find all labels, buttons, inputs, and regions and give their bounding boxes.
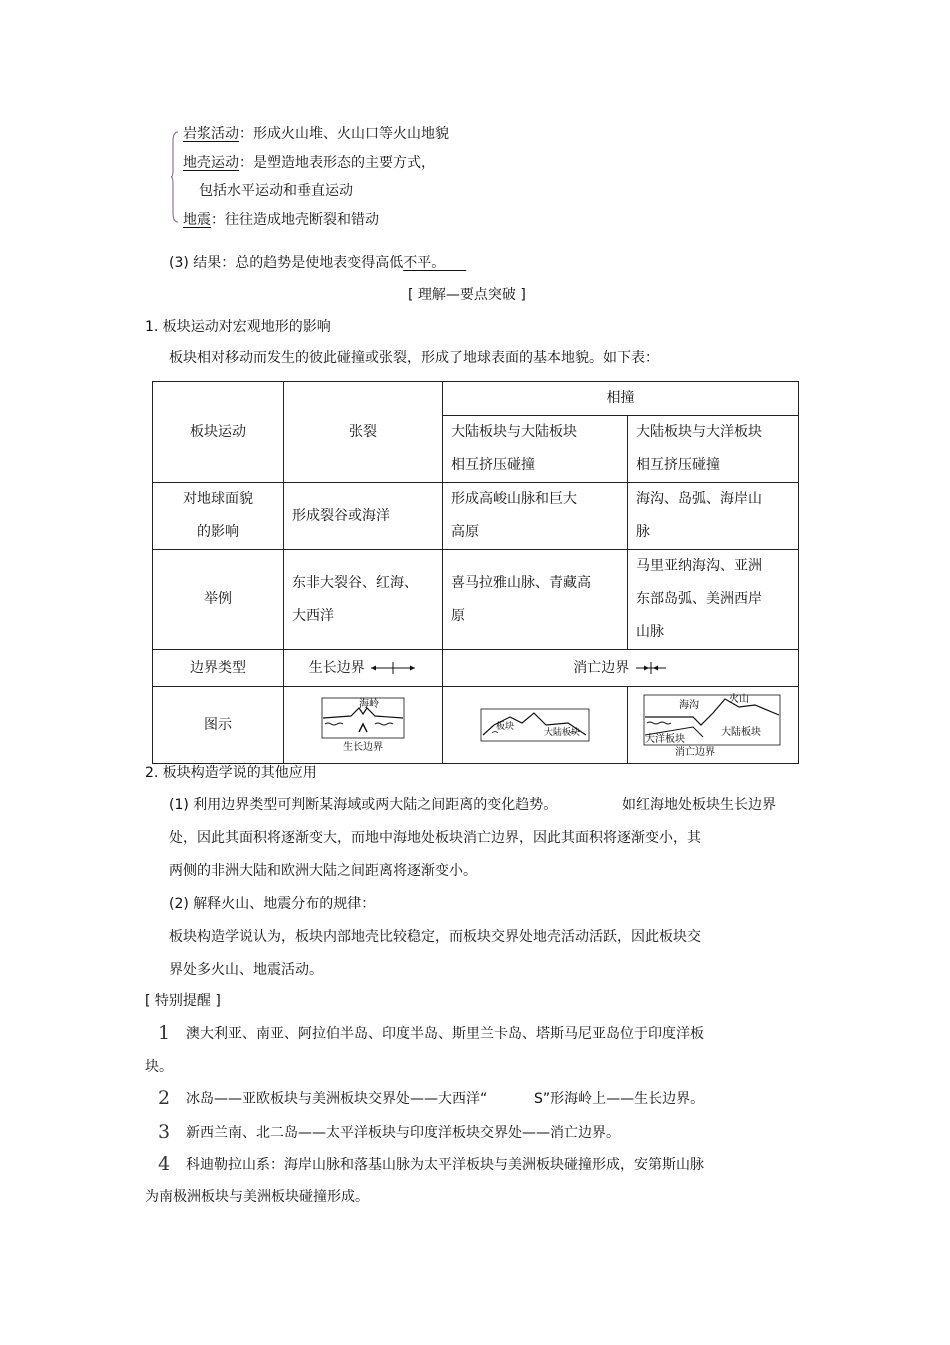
fig3-volcano-label: 火山 [729,694,749,705]
example-label: 举例 [153,550,284,650]
example-cc: 喜马拉雅山脉、青藏高 原 [443,550,628,650]
point1-intro: 板块相对移动而发生的彼此碰撞或张裂，形成了地球表面的基本地貌。如下表： [169,350,659,366]
trench-volcano-diagram [643,691,783,759]
reminder-3-line1: 新西兰南、北二岛——太平洋板块与印度洋板块交界处——消亡边界。 [186,1125,620,1141]
figure-cc [443,687,628,764]
section-heading: [ 理解—要点突破 ] [408,287,526,303]
reminder-4-line2: 为南极洲板块与美洲板块碰撞形成。 [145,1189,369,1205]
boundary-consume: 消亡边界 [443,650,799,687]
reminder-4-line1: 科迪勒拉山系：海岸山脉和落基山脉为太平洋板块与美洲板块碰撞形成，安第斯山脉 [186,1157,704,1173]
fig3-bottom-label: 消亡边界 [675,747,715,758]
effect-rift: 形成裂谷或海洋 [284,483,443,550]
quake-term: 地震 [183,212,211,228]
effect-label: 对地球面貌 的影响 [153,483,284,550]
point2-p1-line1b: 如红海地处板块生长边界 [622,797,776,813]
header-continent-ocean: 大陆板块与大洋板块 相互挤压碰撞 [628,416,799,483]
crust-term: 地壳运动 [183,155,239,171]
quake-text: 往往造成地壳断裂和错动 [225,212,379,228]
figure-growth [284,687,443,764]
header-motion: 板块运动 [153,382,284,483]
reminder-heading: [ 特别提醒 ] [145,993,221,1009]
boundary-growth: 生长边界 [284,650,443,687]
fig3-trench-label: 海沟 [679,700,699,711]
point2-p2-line2: 界处多火山、地震活动。 [169,962,323,978]
header-collide: 相撞 [443,382,799,416]
example-co: 马里亚纳海沟、亚洲 东部岛弧、美洲西岸 山脉 [628,550,799,650]
fig3-ocean-label: 大洋板块 [645,734,685,745]
reminder-num-1: 1 [158,1022,171,1044]
point2-p1-line1a: (1) 利用边界类型可判断某海域或两大陆之间距离的变化趋势。 [169,797,558,813]
result-line: (3) 结果：总的趋势是使地表变得高低不平。 [169,255,446,271]
header-continent-continent: 大陆板块与大陆板块 相互挤压碰撞 [443,416,628,483]
reminder-1-line2: 块。 [145,1059,173,1075]
plate-table [152,381,799,764]
continent-collision-diagram [480,705,590,745]
figure-co [628,687,799,764]
effect-co: 海沟、岛弧、海岸山 脉 [628,483,799,550]
reminder-num-2: 2 [158,1087,171,1109]
crust-text: 是塑造地表形态的主要方式， [253,155,435,171]
point2-title: 2. 板块构造学说的其他应用 [145,765,317,781]
boundary-label: 边界类型 [153,650,284,687]
effect-cc: 形成高峻山脉和巨大 高原 [443,483,628,550]
point2-p2-title: (2) 解释火山、地震分布的规律： [169,896,376,912]
magma-text: 形成火山堆、火山口等火山地貌 [253,126,449,142]
point2-p2-line1: 板块构造学说认为，板块内部地壳比较稳定，而板块交界处地壳活动活跃，因此板块交 [169,929,701,945]
point2-p1-line2: 处，因此其面积将逐渐变大，而地中海地处板块消亡边界，因此其面积将逐渐变小，其 [169,830,701,846]
crust-text-2: 包括水平运动和垂直运动 [199,183,353,199]
reminder-2-line1b: S”形海岭上——生长边界。 [534,1091,705,1107]
fig3-continent-label: 大陆板块 [721,727,761,738]
quake-line: 地震：往往造成地壳断裂和错动 [183,212,379,228]
fig1-top-label: 海岭 [359,699,379,710]
magma-line: 岩浆活动：形成火山堆、火山口等火山地貌 [183,126,449,142]
fig2-left-label: 板块 [496,722,515,732]
ocean-ridge-diagram [321,696,405,754]
point1-title: 1. 板块运动对宏观地形的影响 [145,319,331,335]
reminder-1-line1: 澳大利亚、南亚、阿拉伯半岛、印度半岛、斯里兰卡岛、塔斯马尼亚岛位于印度洋板 [186,1026,704,1042]
magma-term: 岩浆活动 [183,126,239,142]
consume-arrow-icon [634,661,668,675]
crust-line: 地壳运动：是塑造地表形态的主要方式， [183,155,435,171]
figure-label: 图示 [153,687,284,764]
growth-arrow-icon [369,661,417,675]
reminder-num-3: 3 [158,1121,171,1143]
fig1-bottom-label: 生长边界 [343,742,383,753]
point2-p1-line3: 两侧的非洲大陆和欧洲大陆之间距离将逐渐变小。 [169,863,477,879]
header-rift: 张裂 [284,382,443,483]
reminder-2-line1a: 冰岛——亚欧板块与美洲板块交界处——大西洋“ [186,1091,488,1107]
result-underlined: 不平。 [403,255,446,271]
fig2-right-label: 大陆板块 [544,728,581,738]
summary-brace [171,131,179,223]
reminder-num-4: 4 [158,1153,171,1175]
example-rift: 东非大裂谷、红海、 大西洋 [284,550,443,650]
